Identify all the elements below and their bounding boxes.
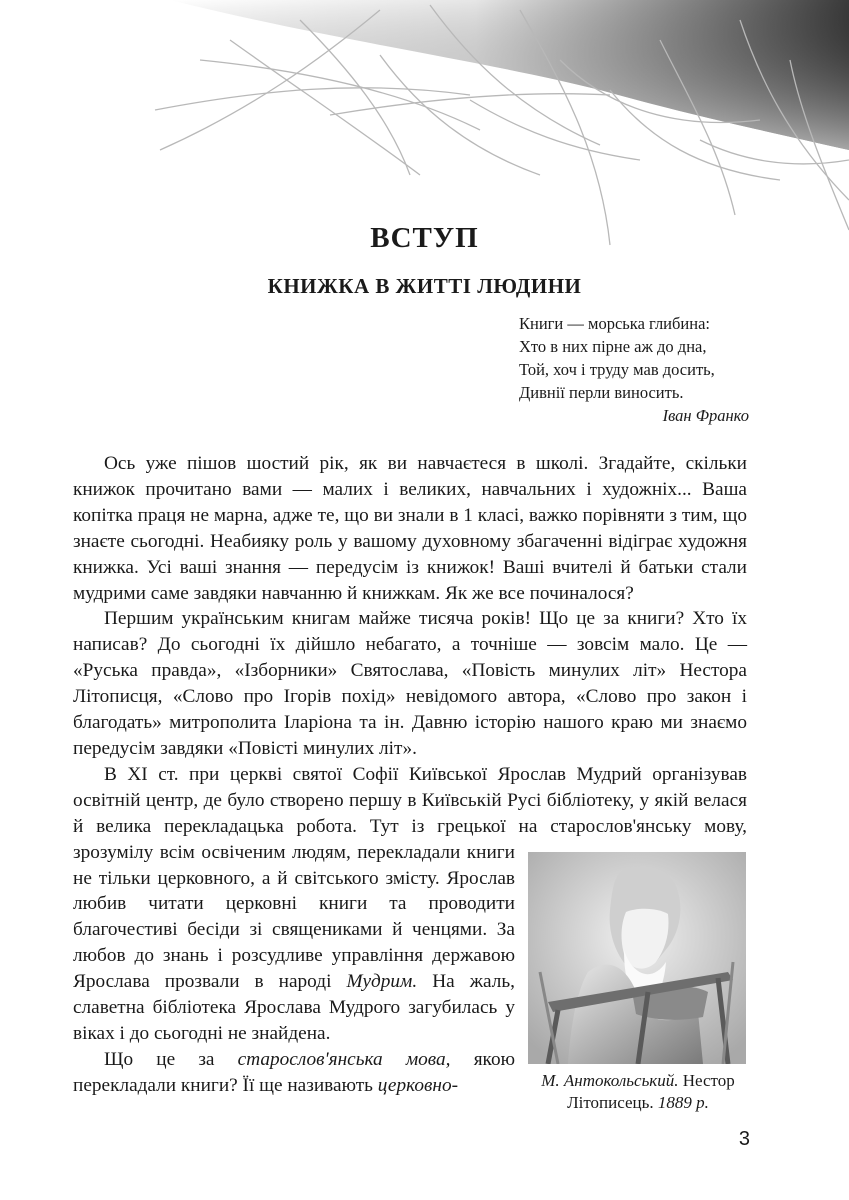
emphasis-mudrym: Мудрим.	[346, 971, 418, 993]
caption-author: М. Антокольський.	[541, 1071, 679, 1090]
epigraph-line: Хто в них пірне аж до дна,	[519, 337, 707, 356]
paragraph-4-text: Що це за	[104, 1048, 238, 1070]
epigraph-line: Той, хоч і труду мав досить,	[519, 360, 715, 379]
paragraph-2: Першим українським книгам майже тисяча років! Що це за книги? Хто їх написав? До сьогодні їх дійшло небагато, а точніше — зовсім мало. Це — «Руська правда», «Ізборники» Святослава, «Повість минулих літ» Нестора Літописця, «Слово про Ігорів похід» невідомого автора, «Слово про закон і благодать» митрополита Іларіона та ін. Давню історію нашого краю ми знаємо передусім завдяки «Повісті минулих літ».	[73, 608, 747, 759]
emphasis-old-slavonic: старослов'янська мова,	[237, 1048, 451, 1070]
section-subheading: КНИЖКА В ЖИТТІ ЛЮДИНИ	[267, 274, 582, 298]
emphasis-church: церковно-	[377, 1074, 459, 1096]
paragraph-3-text: В XI ст. при церкві святої Софії Київської Ярослав Мудрий організував освітній центр, де було створено першу в Київській Русі бібліотеку, у якій велася й велика перекладацька робота. Тут із грецької на старослов'янську мову, зрозумілу всім освіченим людям, перекладали книги не тільки церковного, а й світського змісту. Ярослав любив читати церковні книги та проводити благочестиві бесіди зі священиками й ченцями. За любов до знань і розсудливе управління державою Ярослава прозвали в народі	[73, 763, 747, 993]
figure-float-box	[515, 852, 747, 1152]
epigraph	[519, 312, 759, 427]
main-text	[73, 451, 747, 1152]
caption-title: Нестор Літописець.	[567, 1071, 735, 1112]
epigraph-line: Книги — морська глибина:	[519, 314, 710, 333]
epigraph-author: Іван Франко	[662, 406, 749, 425]
page-number: 3	[738, 1128, 750, 1150]
caption-year: 1889 р.	[657, 1093, 709, 1112]
chapter-heading: ВСТУП	[370, 222, 479, 254]
epigraph-line: Дивнії перли виносить.	[519, 383, 684, 402]
paragraph-3-text-end: На жаль, славетна бібліотека Ярослава Мудрого загубилась у віках і до сьогодні не знайдена.	[73, 971, 515, 1044]
decorative-header-art	[0, 0, 849, 260]
paragraph-1: Ось уже пішов шостий рік, як ви навчаєтеся в школі. Згадайте, скільки книжок прочитано вами — малих і великих, навчальних і художніх... Ваша копітка праця не марна, адже те, що ви знали в 1 класі, важко порівняти з тим, що знаєте сьогодні. Неабияку роль у вашому духовному збагаченні відіграє художня книжка. Усі ваші знання — передусім із книжок! Ваші вчителі й батьки стали мудрими саме завдяки навчанню й книжкам. Як же все починалося?	[73, 453, 747, 604]
paragraph-4-text-mid: якою перекладали книги? Її ще називають	[73, 1048, 515, 1096]
